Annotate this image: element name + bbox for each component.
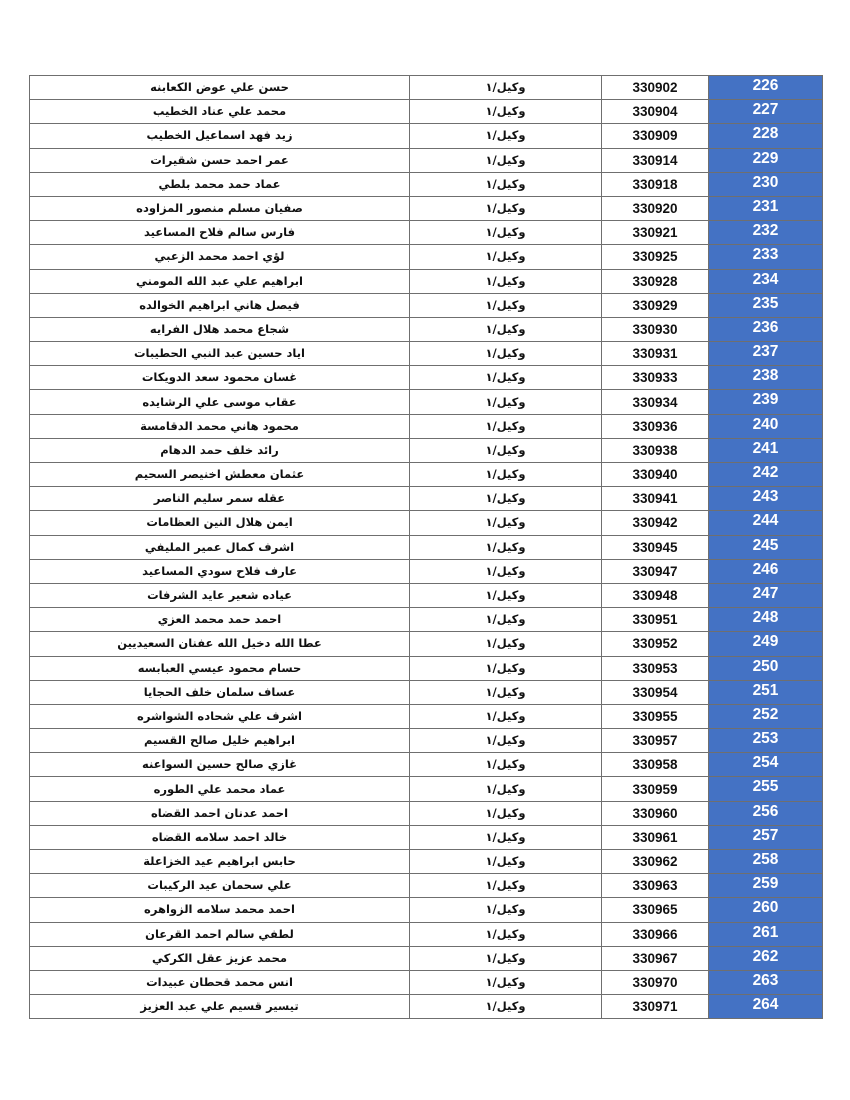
military-number-cell: 330914 (602, 148, 709, 172)
military-number-cell: 330958 (602, 753, 709, 777)
military-number-cell: 330952 (602, 632, 709, 656)
row-index-label: 237 (752, 343, 779, 361)
military-number-cell: 330970 (602, 970, 709, 994)
personnel-name-cell: ابراهيم خليل صالح القسيم (30, 729, 410, 753)
table-row (30, 559, 823, 583)
row-index-label: 231 (752, 197, 779, 215)
military-number-cell: 330933 (602, 366, 709, 390)
row-index-label: 261 (752, 923, 779, 941)
row-index-cell (709, 825, 823, 849)
rank-cell: وكيل/١ (410, 463, 602, 487)
rank-cell: وكيل/١ (410, 317, 602, 341)
table-row (30, 729, 823, 753)
personnel-name-cell: علي سحمان عيد الركيبات (30, 874, 410, 898)
table-row (30, 753, 823, 777)
table-row (30, 656, 823, 680)
row-index-label: 242 (752, 464, 779, 481)
military-number-cell: 330948 (602, 583, 709, 607)
row-index-label: 230 (752, 173, 779, 191)
row-index-label: 257 (752, 826, 779, 844)
row-index-cell (709, 680, 823, 704)
personnel-name-cell: ايمن هلال النين العظامات (30, 511, 410, 535)
military-number-cell: 330920 (602, 196, 709, 220)
table-row (30, 680, 823, 704)
rank-cell: وكيل/١ (410, 221, 602, 245)
table-row (30, 801, 823, 825)
table-row (30, 487, 823, 511)
military-number-cell: 330962 (602, 850, 709, 874)
military-number-cell: 330941 (602, 487, 709, 511)
table-row (30, 172, 823, 196)
table-row (30, 632, 823, 656)
military-number-cell: 330925 (602, 245, 709, 269)
rank-cell: وكيل/١ (410, 76, 602, 100)
personnel-name-cell: عساف سلمان خلف الحجايا (30, 680, 410, 704)
personnel-name-cell: رائد خلف حمد الدهام (30, 438, 410, 462)
table-row (30, 438, 823, 462)
military-number-cell: 330934 (602, 390, 709, 414)
rank-cell: وكيل/١ (410, 366, 602, 390)
personnel-name-cell: شجاع محمد هلال الفرايه (30, 317, 410, 341)
personnel-table-body (30, 76, 823, 1019)
row-index-label: 259 (752, 875, 779, 893)
table-row (30, 269, 823, 293)
military-number-cell: 330951 (602, 608, 709, 632)
row-index-cell (709, 995, 823, 1019)
row-index-cell (709, 511, 823, 535)
row-index-cell (709, 221, 823, 245)
rank-cell: وكيل/١ (410, 293, 602, 317)
personnel-name-cell: لطفي سالم احمد القرعان (30, 922, 410, 946)
row-index-label: 244 (752, 512, 779, 530)
personnel-name-cell: محمود هاني محمد الدقامسة (30, 414, 410, 438)
rank-cell: وكيل/١ (410, 656, 602, 680)
row-index-label: 255 (752, 778, 779, 796)
personnel-name-cell: زيد فهد اسماعيل الخطيب (30, 124, 410, 148)
row-index-label: 264 (752, 996, 779, 1014)
personnel-name-cell: احمد حمد محمد العزي (30, 608, 410, 632)
row-index-label: 234 (752, 270, 779, 288)
military-number-cell: 330942 (602, 511, 709, 535)
row-index-label: 256 (752, 802, 779, 820)
personnel-name-cell: عماد حمد محمد بلطي (30, 172, 410, 196)
row-index-cell (709, 729, 823, 753)
rank-cell: وكيل/١ (410, 680, 602, 704)
row-index-label: 249 (752, 633, 779, 651)
row-index-cell (709, 801, 823, 825)
row-index-label: 235 (752, 294, 779, 312)
table-row (30, 245, 823, 269)
table-row (30, 898, 823, 922)
table-row (30, 777, 823, 801)
military-number-cell: 330957 (602, 729, 709, 753)
row-index-label: 260 (752, 899, 779, 917)
row-index-cell (709, 656, 823, 680)
row-index-cell (709, 970, 823, 994)
row-index-label: 248 (752, 609, 779, 627)
military-number-cell: 330947 (602, 559, 709, 583)
military-number-cell: 330928 (602, 269, 709, 293)
row-index-cell (709, 269, 823, 293)
personnel-name-cell: خالد احمد سلامه القضاه (30, 825, 410, 849)
military-number-cell: 330967 (602, 946, 709, 970)
row-index-label: 246 (752, 560, 779, 578)
military-number-cell: 330961 (602, 825, 709, 849)
personnel-name-cell: احمد عدنان احمد القضاه (30, 801, 410, 825)
rank-cell: وكيل/١ (410, 922, 602, 946)
rank-cell: وكيل/١ (410, 970, 602, 994)
military-number-cell: 330955 (602, 704, 709, 728)
row-index-cell (709, 76, 823, 100)
rank-cell: وكيل/١ (410, 148, 602, 172)
row-index-label: 251 (752, 681, 779, 699)
rank-cell: وكيل/١ (410, 414, 602, 438)
personnel-name-cell: انس محمد قحطان عبيدات (30, 970, 410, 994)
military-number-cell: 330953 (602, 656, 709, 680)
personnel-name-cell: حابس ابراهيم عيد الخزاعلة (30, 850, 410, 874)
rank-cell: وكيل/١ (410, 342, 602, 366)
row-index-cell (709, 293, 823, 317)
military-number-cell: 330945 (602, 535, 709, 559)
military-number-cell: 330929 (602, 293, 709, 317)
personnel-name-cell: غازي صالح حسين السواعنه (30, 753, 410, 777)
table-row (30, 463, 823, 487)
rank-cell: وكيل/١ (410, 390, 602, 414)
row-index-cell (709, 850, 823, 874)
row-index-cell (709, 753, 823, 777)
military-number-cell: 330960 (602, 801, 709, 825)
military-number-cell: 330963 (602, 874, 709, 898)
table-row (30, 76, 823, 100)
rank-cell: وكيل/١ (410, 124, 602, 148)
row-index-label: 247 (752, 584, 779, 602)
row-index-cell (709, 608, 823, 632)
personnel-name-cell: فيصل هاني ابراهيم الخوالده (30, 293, 410, 317)
personnel-name-cell: صفيان مسلم منصور المزاوده (30, 196, 410, 220)
row-index-cell (709, 438, 823, 462)
row-index-cell (709, 100, 823, 124)
row-index-label: 236 (752, 318, 779, 336)
rank-cell: وكيل/١ (410, 559, 602, 583)
row-index-cell (709, 898, 823, 922)
military-number-cell: 330936 (602, 414, 709, 438)
table-row (30, 946, 823, 970)
personnel-name-cell: عارف فلاح سودي المساعيد (30, 559, 410, 583)
rank-cell: وكيل/١ (410, 487, 602, 511)
personnel-name-cell: عمر احمد حسن شقيرات (30, 148, 410, 172)
row-index-label: 243 (752, 488, 779, 506)
personnel-name-cell: عقاب موسى علي الرشايده (30, 390, 410, 414)
row-index-cell (709, 704, 823, 728)
personnel-name-cell: حسام محمود عيسي العبابسه (30, 656, 410, 680)
row-index-cell (709, 632, 823, 656)
table-row (30, 366, 823, 390)
row-index-cell (709, 245, 823, 269)
military-number-cell: 330930 (602, 317, 709, 341)
rank-cell: وكيل/١ (410, 196, 602, 220)
table-row (30, 100, 823, 124)
row-index-label: 254 (752, 754, 779, 772)
rank-cell: وكيل/١ (410, 438, 602, 462)
row-index-label: 258 (752, 851, 779, 868)
row-index-cell (709, 946, 823, 970)
table-row (30, 922, 823, 946)
rank-cell: وكيل/١ (410, 245, 602, 269)
personnel-name-cell: عثمان معطش اخنيصر السحيم (30, 463, 410, 487)
row-index-label: 240 (752, 415, 779, 433)
table-row (30, 293, 823, 317)
military-number-cell: 330921 (602, 221, 709, 245)
rank-cell: وكيل/١ (410, 704, 602, 728)
table-row (30, 704, 823, 728)
personnel-name-cell: اشرف كمال عمير المليفي (30, 535, 410, 559)
military-number-cell: 330940 (602, 463, 709, 487)
row-index-label: 239 (752, 391, 779, 409)
rank-cell: وكيل/١ (410, 269, 602, 293)
table-row (30, 583, 823, 607)
military-number-cell: 330904 (602, 100, 709, 124)
row-index-cell (709, 124, 823, 148)
row-index-label: 238 (752, 367, 779, 385)
row-index-label: 262 (752, 947, 779, 965)
military-number-cell: 330959 (602, 777, 709, 801)
military-number-cell: 330909 (602, 124, 709, 148)
rank-cell: وكيل/١ (410, 608, 602, 632)
table-row (30, 511, 823, 535)
row-index-cell (709, 172, 823, 196)
row-index-cell (709, 874, 823, 898)
military-number-cell: 330918 (602, 172, 709, 196)
row-index-cell (709, 922, 823, 946)
personnel-name-cell: ابراهيم علي عبد الله المومني (30, 269, 410, 293)
rank-cell: وكيل/١ (410, 172, 602, 196)
military-number-cell: 330966 (602, 922, 709, 946)
personnel-name-cell: حسن علي عوض الكعابنه (30, 76, 410, 100)
table-row (30, 825, 823, 849)
table-row (30, 874, 823, 898)
rank-cell: وكيل/١ (410, 583, 602, 607)
personnel-name-cell: فارس سالم فلاح المساعيد (30, 221, 410, 245)
row-index-cell (709, 559, 823, 583)
military-number-cell: 330931 (602, 342, 709, 366)
table-row (30, 535, 823, 559)
personnel-name-cell: عياده شعير عايد الشرفات (30, 583, 410, 607)
table-row (30, 995, 823, 1019)
military-number-cell: 330902 (602, 76, 709, 100)
row-index-cell (709, 777, 823, 801)
row-index-cell (709, 535, 823, 559)
personnel-name-cell: اشرف علي شحاده الشواشره (30, 704, 410, 728)
row-index-label: 229 (752, 149, 779, 167)
row-index-label: 228 (752, 125, 779, 143)
military-number-cell: 330954 (602, 680, 709, 704)
row-index-cell (709, 148, 823, 172)
rank-cell: وكيل/١ (410, 898, 602, 922)
table-row (30, 221, 823, 245)
personnel-name-cell: غسان محمود سعد الدويكات (30, 366, 410, 390)
personnel-name-cell: لؤي احمد محمد الزعبي (30, 245, 410, 269)
rank-cell: وكيل/١ (410, 874, 602, 898)
row-index-label: 226 (752, 77, 779, 94)
rank-cell: وكيل/١ (410, 850, 602, 874)
table-row (30, 342, 823, 366)
row-index-cell (709, 463, 823, 487)
row-index-label: 253 (752, 730, 779, 748)
table-row (30, 124, 823, 148)
rank-cell: وكيل/١ (410, 946, 602, 970)
row-index-label: 233 (752, 246, 779, 264)
military-number-cell: 330971 (602, 995, 709, 1019)
row-index-cell (709, 342, 823, 366)
row-index-cell (709, 196, 823, 220)
table-row (30, 608, 823, 632)
row-index-cell (709, 487, 823, 511)
table-row (30, 317, 823, 341)
rank-cell: وكيل/١ (410, 632, 602, 656)
personnel-name-cell: احمد محمد سلامه الزواهره (30, 898, 410, 922)
table-row (30, 196, 823, 220)
table-row (30, 970, 823, 994)
rank-cell: وكيل/١ (410, 995, 602, 1019)
personnel-name-cell: محمد عزيز عقل الكركي (30, 946, 410, 970)
personnel-name-cell: عقله سمر سليم الناصر (30, 487, 410, 511)
personnel-name-cell: محمد علي عناد الخطيب (30, 100, 410, 124)
table-row (30, 390, 823, 414)
table-row (30, 414, 823, 438)
rank-cell: وكيل/١ (410, 729, 602, 753)
row-index-cell (709, 414, 823, 438)
row-index-label: 232 (752, 222, 779, 240)
rank-cell: وكيل/١ (410, 777, 602, 801)
rank-cell: وكيل/١ (410, 100, 602, 124)
rank-cell: وكيل/١ (410, 753, 602, 777)
personnel-table (29, 75, 823, 1019)
table-row (30, 148, 823, 172)
rank-cell: وكيل/١ (410, 535, 602, 559)
row-index-label: 227 (752, 101, 779, 119)
row-index-cell (709, 583, 823, 607)
military-number-cell: 330938 (602, 438, 709, 462)
rank-cell: وكيل/١ (410, 801, 602, 825)
row-index-label: 252 (752, 705, 779, 723)
row-index-label: 250 (752, 657, 779, 675)
row-index-cell (709, 317, 823, 341)
personnel-name-cell: اياد حسين عبد النبي الحطيبات (30, 342, 410, 366)
row-index-cell (709, 390, 823, 414)
rank-cell: وكيل/١ (410, 825, 602, 849)
row-index-label: 263 (752, 971, 779, 989)
personnel-name-cell: عطا الله دخيل الله عفنان السعيديين (30, 632, 410, 656)
personnel-name-cell: عماد محمد علي الطوره (30, 777, 410, 801)
military-number-cell: 330965 (602, 898, 709, 922)
rank-cell: وكيل/١ (410, 511, 602, 535)
table-row (30, 850, 823, 874)
row-index-label: 241 (752, 439, 779, 457)
row-index-cell (709, 366, 823, 390)
row-index-label: 245 (752, 536, 779, 554)
personnel-name-cell: تيسير قسيم علي عبد العزيز (30, 995, 410, 1019)
